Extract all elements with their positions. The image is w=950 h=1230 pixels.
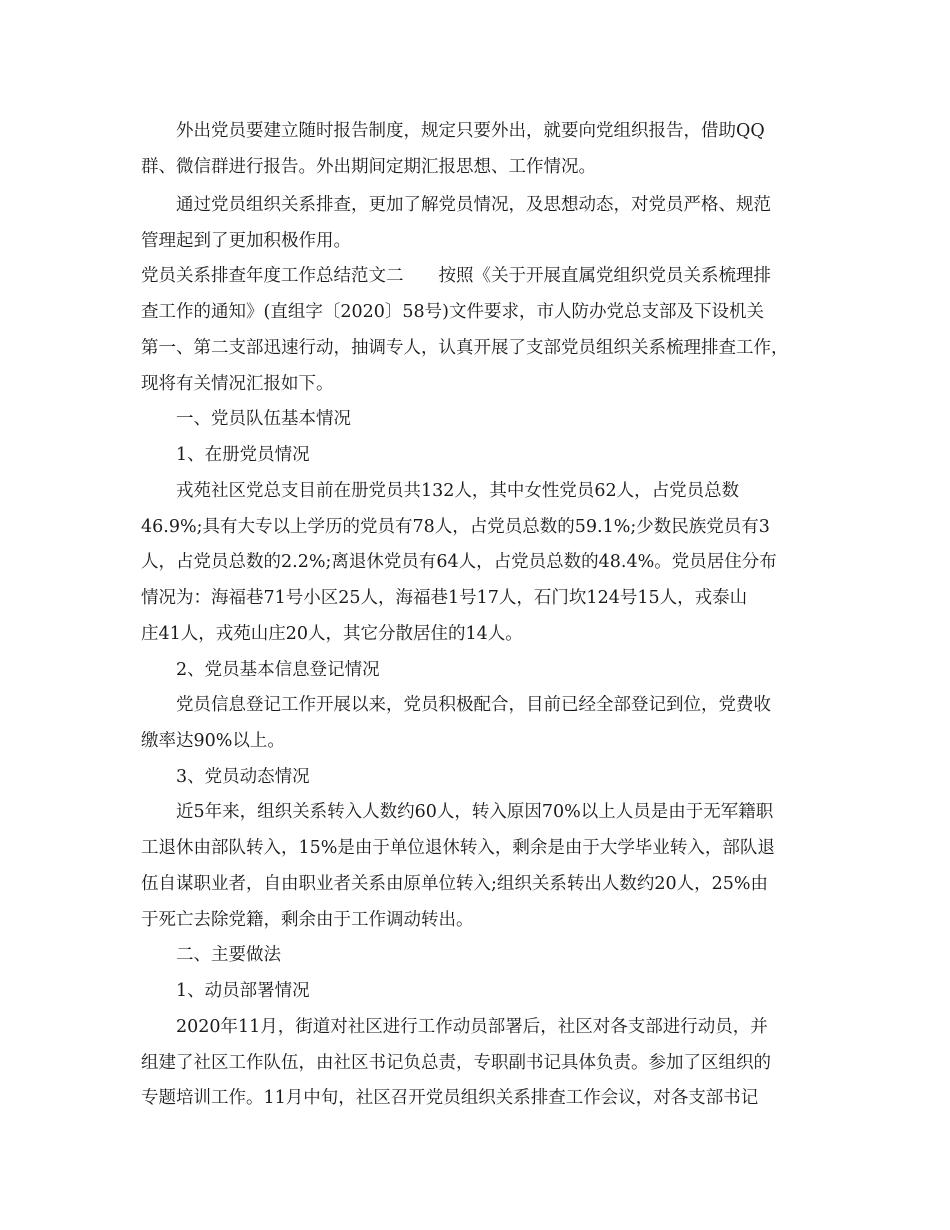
text-line: 近5年来，组织关系转入人数约60人，转入原因70%以上人员是由于无军籍职 bbox=[141, 802, 774, 822]
text-line: 外出党员要建立随时报告制度，规定只要外出，就要向党组织报告，借助QQ bbox=[141, 121, 765, 141]
text-line: 查工作的通知》(直组字〔2020〕58号)文件要求，市人防办党总支部及下设机关 bbox=[141, 302, 764, 322]
text-line: 通过党员组织关系排查，更加了解党员情况，及思想动态，对党员严格、规范 bbox=[141, 195, 771, 215]
text-line: 党员信息登记工作开展以来，党员积极配合，目前已经全部登记到位，党费收 bbox=[141, 695, 771, 715]
text-line: 1、在册党员情况 bbox=[141, 445, 310, 465]
text-line: 1、动员部署情况 bbox=[141, 981, 310, 1001]
text-line: 46.9%;具有大专以上学历的党员有78人，占党员总数的59.1%;少数民族党员有3 bbox=[141, 517, 770, 537]
text-line: 组建了社区工作队伍，由社区书记负总责，专职副书记具体负责。参加了区组织的 bbox=[141, 1053, 771, 1073]
text-line: 戎苑社区党总支目前在册党员共132人，其中女性党员62人，占党员总数 bbox=[141, 481, 740, 501]
text-line: 伍自谋职业者，自由职业者关系由原单位转入;组织关系转出人数约20人，25%由 bbox=[141, 874, 769, 894]
text-line: 第一、第二支部迅速行动，抽调专人，认真开展了支部党员组织关系梳理排查工作， bbox=[141, 338, 789, 358]
text-line: 庄41人，戎苑山庄20人，其它分散居住的14人。 bbox=[141, 624, 523, 644]
text-line: 缴率达90%以上。 bbox=[141, 731, 285, 751]
text-line: 工退休由部队转入，15%是由于单位退休转入，剩余是由于大学毕业转入，部队退 bbox=[141, 838, 775, 858]
text-line: 党员关系排查年度工作总结范文二 按照《关于开展直属党组织党员关系梳理排 bbox=[141, 266, 771, 286]
text-line: 二、主要做法 bbox=[141, 945, 281, 965]
text-line: 一、党员队伍基本情况 bbox=[141, 409, 351, 429]
text-line: 现将有关情况汇报如下。 bbox=[141, 374, 334, 394]
text-line: 群、微信群进行报告。外出期间定期汇报思想、工作情况。 bbox=[141, 157, 596, 177]
text-line: 2、党员基本信息登记情况 bbox=[141, 660, 380, 680]
text-line: 于死亡去除党籍，剩余由于工作调动转出。 bbox=[141, 910, 474, 930]
text-line: 情况为：海福巷71号小区25人，海福巷1号17人，石门坎124号15人，戎泰山 bbox=[141, 588, 748, 608]
text-line: 3、党员动态情况 bbox=[141, 767, 310, 787]
text-line: 人，占党员总数的2.2%;离退休党员有64人，占党员总数的48.4%。党员居住分布 bbox=[141, 552, 777, 572]
text-line: 专题培训工作。11月中旬，社区召开党员组织关系排查工作会议，对各支部书记 bbox=[141, 1088, 759, 1108]
text-line: 管理起到了更加积极作用。 bbox=[141, 231, 351, 251]
text-line: 2020年11月，街道对社区进行工作动员部署后，社区对各支部进行动员，并 bbox=[141, 1017, 768, 1037]
